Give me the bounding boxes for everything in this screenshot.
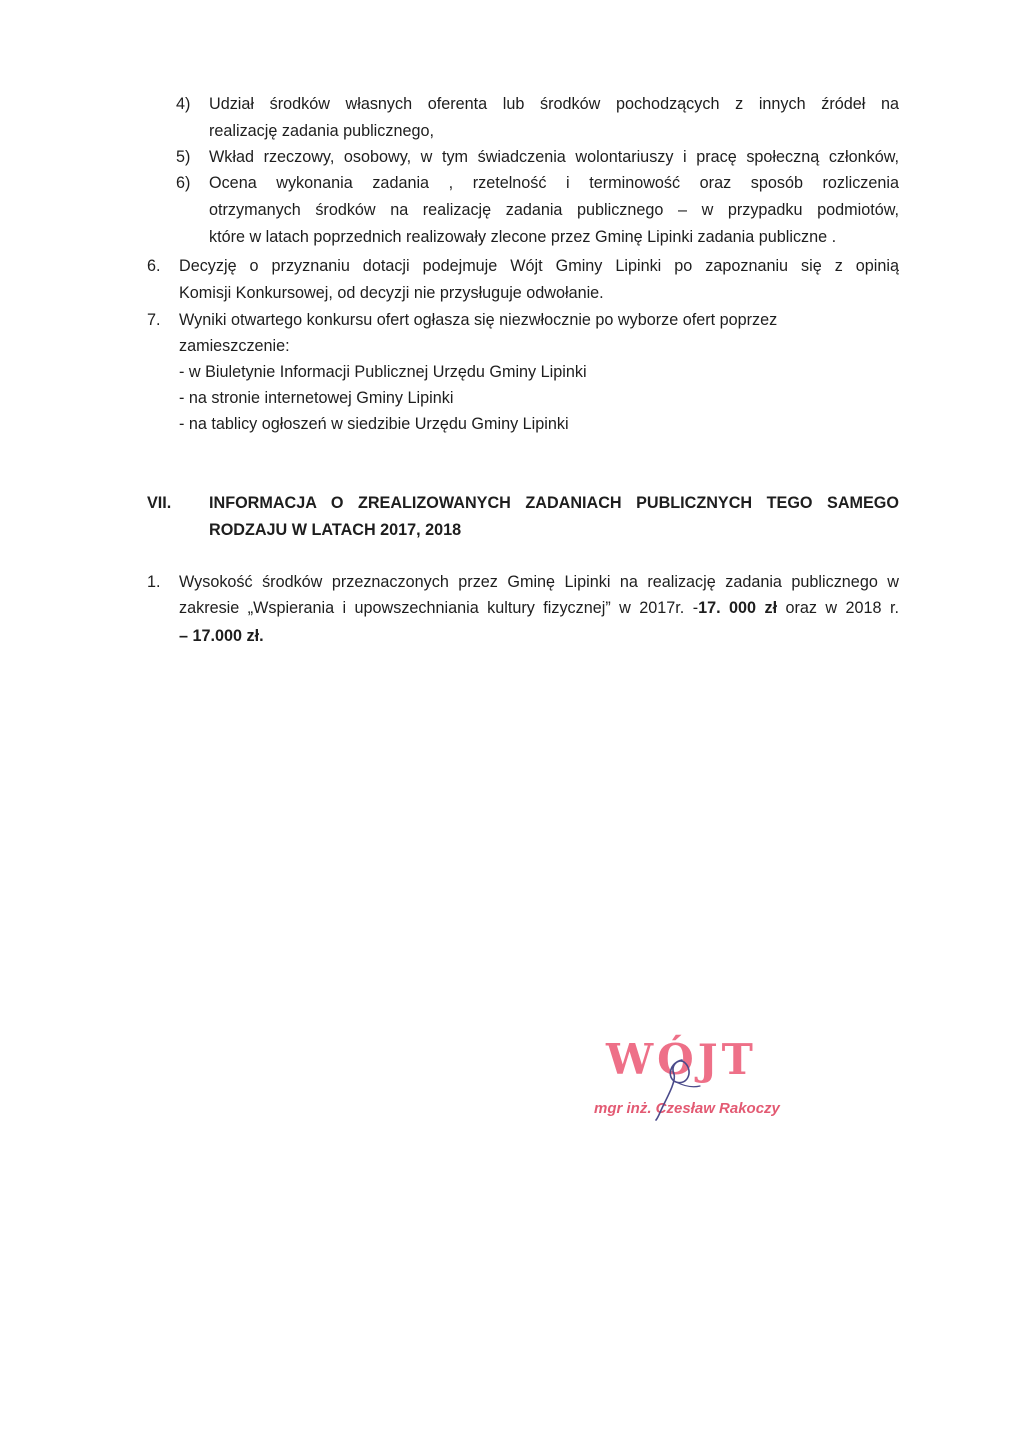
list-item-text: zamieszczenie:: [179, 337, 290, 355]
list-number: 4): [176, 95, 191, 113]
list-item-text: Komisji Konkursowej, od decyzji nie przysługuje odwołanie.: [179, 284, 604, 302]
list-item-text: które w latach poprzednich realizowały zlecone przez Gminę Lipinki zadania publiczne .: [209, 228, 837, 246]
list-number: 6): [176, 174, 191, 192]
list-number: 6.: [147, 257, 161, 275]
list-item-text: - na tablicy ogłoszeń w siedzibie Urzędu Gminy Lipinki: [179, 415, 569, 433]
stamp-title: WÓJT: [606, 1035, 757, 1084]
list-number: 1.: [147, 573, 161, 591]
list-number: 7.: [147, 311, 161, 329]
list-item-text: [179, 598, 899, 618]
list-item-text: Wyniki otwartego konkursu ofert ogłasza się niezwłocznie po wyborze ofert poprzez: [179, 311, 778, 329]
list-item-text: Udział środków własnych oferenta lub środków pochodzących z innych źródeł na: [209, 95, 899, 113]
section-heading: INFORMACJA O ZREALIZOWANYCH ZADANIACH PUBLICZNYCH TEGO SAMEGO: [209, 494, 899, 512]
list-item-text: Wysokość środków przeznaczonych przez Gminę Lipinki na realizację zadania publicznego w: [179, 573, 899, 591]
amount-2017: 17. 000 zł: [698, 599, 778, 617]
list-item-text: otrzymanych środków na realizację zadania publicznego – w przypadku podmiotów,: [209, 201, 899, 219]
handwritten-signature: [640, 1052, 720, 1122]
section-heading: RODZAJU W LATACH 2017, 2018: [209, 521, 462, 539]
list-number: 5): [176, 148, 191, 166]
list-item-text: - na stronie internetowej Gminy Lipinki: [179, 389, 454, 407]
list-item-text: - w Biuletynie Informacji Publicznej Urzędu Gminy Lipinki: [179, 363, 587, 381]
text-segment: oraz w 2018 r.: [777, 599, 899, 617]
amount-2018: – 17.000 zł.: [179, 627, 264, 645]
list-item-text: Decyzję o przyznaniu dotacji podejmuje Wójt Gminy Lipinki po zapoznaniu się z opinią: [179, 257, 899, 275]
list-item-text: realizację zadania publicznego,: [209, 122, 434, 140]
text-segment: zakresie „Wspierania i upowszechniania kultury fizycznej” w 2017r. -: [179, 599, 699, 617]
stamp-name: mgr inż. Czesław Rakoczy: [594, 1100, 780, 1117]
list-item-text: Ocena wykonania zadania , rzetelność i terminowość oraz sposób rozliczenia: [209, 174, 899, 192]
section-number: VII.: [147, 494, 172, 512]
list-item-text: Wkład rzeczowy, osobowy, w tym świadczenia wolontariuszy i pracę społeczną członków,: [209, 148, 899, 166]
